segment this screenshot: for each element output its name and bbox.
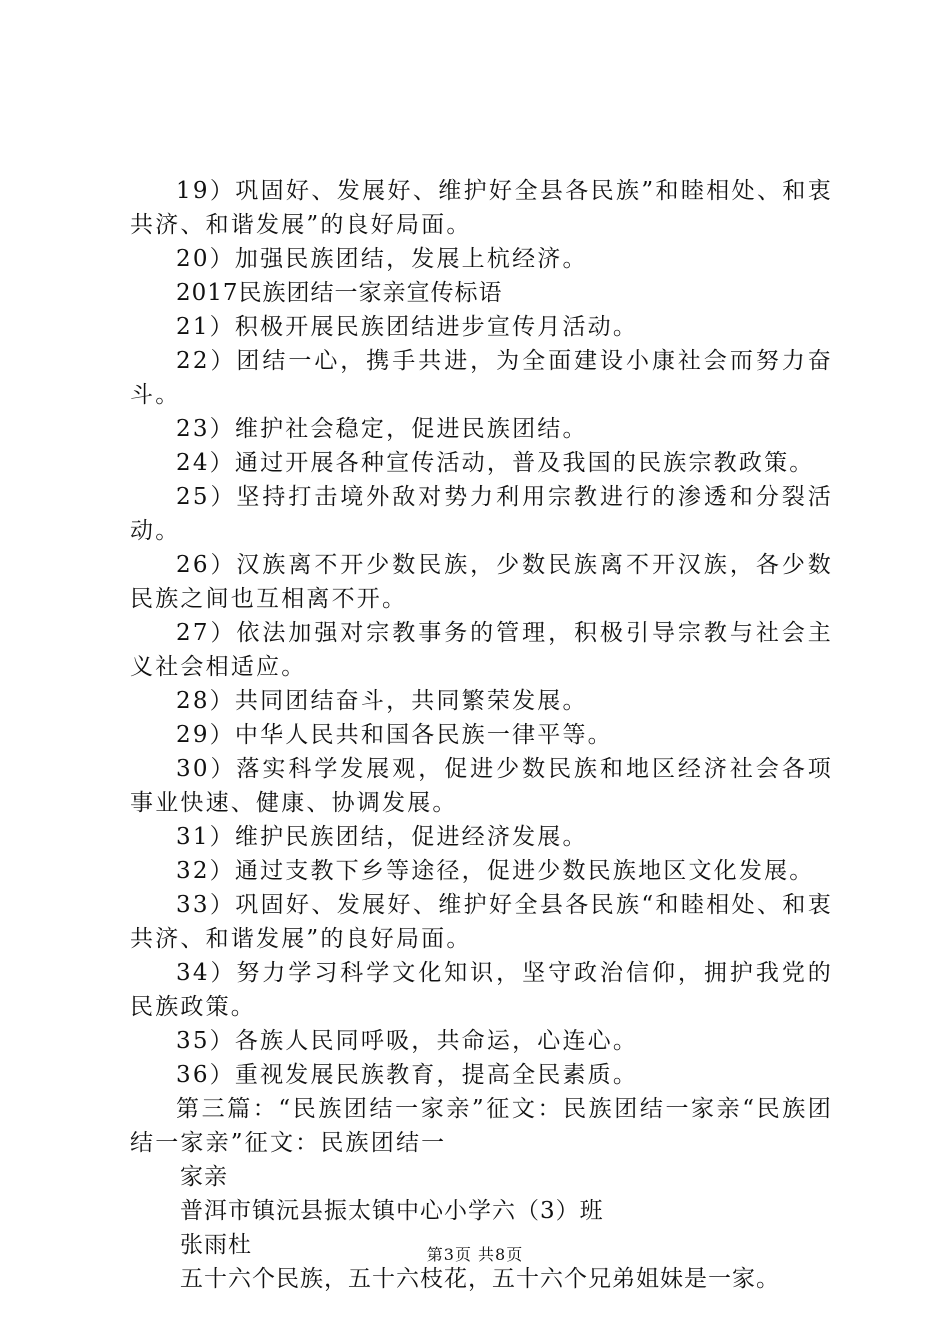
paragraph-20: 20）加强民族团结，发展上杭经济。 <box>176 246 588 272</box>
author-school: 普洱市镇沅县振太镇中心小学六（3）班 <box>180 1198 604 1224</box>
paragraph-24: 24）通过开展各种宣传活动，普及我国的民族宗教政策。 <box>176 450 815 476</box>
paragraph-28: 28）共同团结奋斗，共同繁荣发展。 <box>176 688 588 714</box>
paragraph-29: 29）中华人民共和国各民族一律平等。 <box>176 722 613 748</box>
paragraph-36: 36）重视发展民族教育，提高全民素质。 <box>176 1062 639 1088</box>
paragraph-27: 27）依法加强对宗教事务的管理，积极引导宗教与社会主义社会相适应。 <box>130 620 833 680</box>
part-three-title: 第三篇：“民族团结一家亲”征文：民族团结一家亲“民族团结一家亲”征文：民族团结一 <box>130 1096 833 1156</box>
paragraph-32: 32）通过支教下乡等途径，促进少数民族地区文化发展。 <box>176 858 815 884</box>
paragraph-23: 23）维护社会稳定，促进民族团结。 <box>176 416 588 442</box>
paragraph-19: 19）巩固好、发展好、维护好全县各民族”和睦相处、和衷共济、和谐发展”的良好局面。 <box>130 178 833 238</box>
author-name: 张雨杜 <box>180 1232 252 1258</box>
section-heading: 2017民族团结一家亲宣传标语 <box>176 280 503 306</box>
paragraph-25: 25）坚持打击境外敌对势力利用宗教进行的渗透和分裂活动。 <box>130 484 833 544</box>
paragraph-26: 26）汉族离不开少数民族，少数民族离不开汉族，各少数民族之间也互相离不开。 <box>130 552 833 612</box>
paragraph-21: 21）积极开展民族团结进步宣传月活动。 <box>176 314 639 340</box>
paragraph-31: 31）维护民族团结，促进经济发展。 <box>176 824 588 850</box>
paragraph-34: 34）努力学习科学文化知识，坚守政治信仰，拥护我党的民族政策。 <box>130 960 833 1020</box>
paragraph-35: 35）各族人民同呼吸，共命运，心连心。 <box>176 1028 639 1054</box>
document-body <box>130 174 833 1296</box>
paragraph-22: 22）团结一心，携手共进，为全面建设小康社会而努力奋斗。 <box>130 348 833 408</box>
page-footer: 第3页 共8页 <box>426 1245 524 1264</box>
paragraph-33: 33）巩固好、发展好、维护好全县各民族“和睦相处、和衷共济、和谐发展”的良好局面。 <box>130 892 833 952</box>
title-continuation: 家亲 <box>180 1164 228 1190</box>
essay-first-line: 五十六个民族，五十六枝花，五十六个兄弟姐妹是一家。 <box>180 1266 780 1292</box>
paragraph-30: 30）落实科学发展观，促进少数民族和地区经济社会各项事业快速、健康、协调发展。 <box>130 756 833 816</box>
